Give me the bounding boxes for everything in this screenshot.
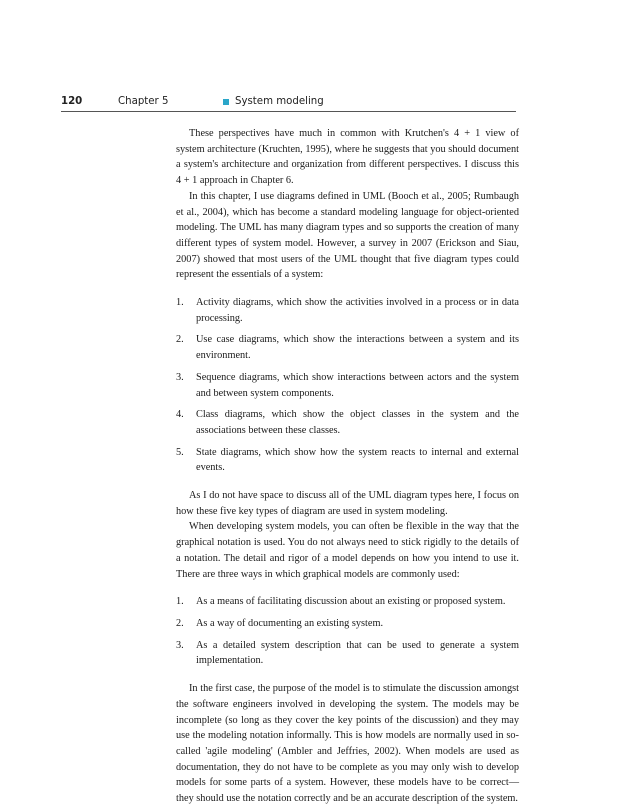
list-item-text: As a way of documenting an existing system. xyxy=(196,617,384,629)
list-item-text: Class diagrams, which show the object classes in the system and the associations between these classes. xyxy=(196,409,519,436)
list-number: 1. xyxy=(176,596,184,608)
list-number: 2. xyxy=(176,334,184,346)
list-number: 3. xyxy=(176,639,184,651)
chapter-label: Chapter 5 xyxy=(118,96,169,107)
list-item xyxy=(176,370,519,401)
list-item xyxy=(176,295,519,326)
header-rule xyxy=(61,111,516,112)
list-item xyxy=(176,445,519,476)
paragraph-3: As I do not have space to discuss all of the UML diagram types here, I focus on how these five key types of diagram are used in system modeling. xyxy=(176,490,519,517)
page-header xyxy=(61,94,516,112)
list-item-text: As a means of facilitating discussion about an existing or proposed system. xyxy=(196,596,506,608)
paragraph-2: In this chapter, I use diagrams defined in UML (Booch et al., 2005; Rumbaugh et al., 2004), which has become a standard modeling language for object-oriented modeling. The UML has many diagram types and so supports the creation of many different types of system model. However, a survey in 2007 (Erickson and Siau, 2007) showed that most users of the UML thought that five diagram types could represent the essentials of a system: xyxy=(176,190,519,281)
diagram-types-list xyxy=(176,295,519,476)
section-title: System modeling xyxy=(235,96,324,107)
list-number: 1. xyxy=(176,297,184,309)
list-number: 5. xyxy=(176,446,184,458)
list-item-text: State diagrams, which show how the system reacts to internal and external events. xyxy=(196,446,519,474)
list-item-text: Use case diagrams, which show the interactions between a system and its environment. xyxy=(196,334,519,362)
list-number: 4. xyxy=(176,409,184,421)
list-item xyxy=(176,638,519,669)
list-item-text: As a detailed system description that can be used to generate a system implementation. xyxy=(196,639,519,667)
list-number: 2. xyxy=(176,617,184,629)
body-text xyxy=(176,126,519,807)
list-item xyxy=(176,594,519,610)
list-item xyxy=(176,332,519,363)
paragraph-1: These perspectives have much in common with Krutchen's 4 + 1 view of system architecture (Kruchten, 1995), where he suggests that you should document a system's architecture and organization from different perspectives. I discuss this 4 + 1 approach in Chapter 6. xyxy=(176,128,519,187)
list-item xyxy=(176,616,519,632)
paragraph-5: In the first case, the purpose of the model is to stimulate the discussion amongst the software engineers involved in developing the system. The models may be incomplete (so long as they cover the key points of the discussion) and they may use the modeling notation informally. This is how models are normally used in so-called 'agile modeling' (Ambler and Jeffries, 2002). When models are used as documentation, they do not have to be complete as you may only wish to develop models for some parts of a system. However, these models have to be correct—they should use the notation correctly and be an accurate description of the system. xyxy=(176,683,519,805)
paragraph-4: When developing system models, you can often be flexible in the way that the graphical notation is used. You do not always need to stick rigidly to the details of a notation. The detail and rigor of a model depends on how you intend to use it. There are three ways in which graphical models are commonly used: xyxy=(176,521,519,580)
square-bullet-icon xyxy=(223,99,229,105)
list-number: 3. xyxy=(176,371,184,383)
list-item-text: Sequence diagrams, which show interactions between actors and the system and between system components. xyxy=(196,371,519,399)
list-item-text: Activity diagrams, which show the activities involved in a process or in data processing. xyxy=(196,297,519,324)
model-uses-list xyxy=(176,594,519,669)
list-item xyxy=(176,407,519,438)
page-number: 120 xyxy=(61,96,83,107)
